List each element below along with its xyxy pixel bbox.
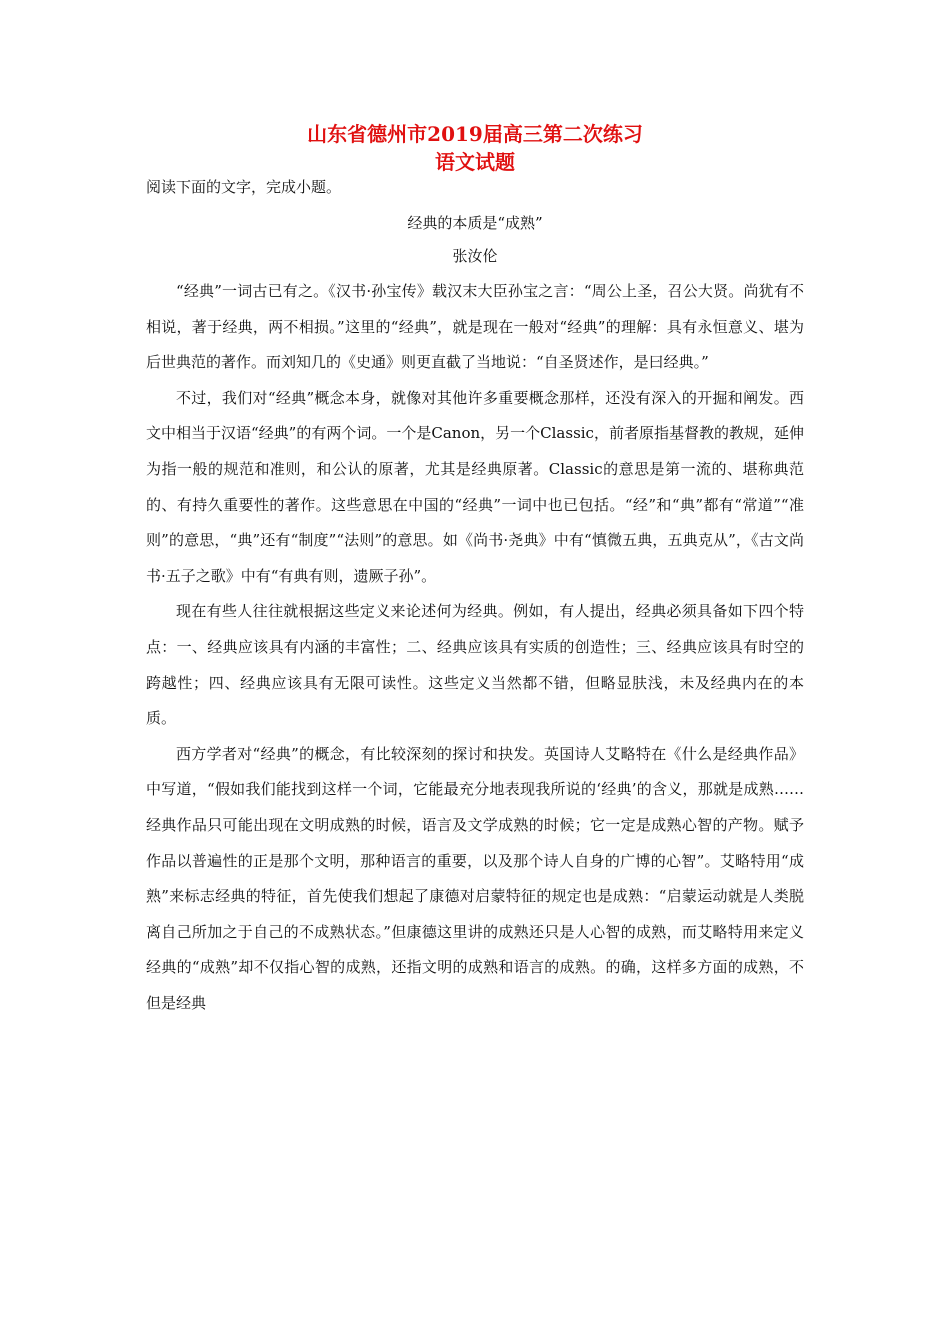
paragraph: 现在有些人往往就根据这些定义来论述何为经典。例如，有人提出，经典必须具备如下四个特点：一、经典应该具有内涵的丰富性；二、经典应该具有实质的创造性；三、经典应该具有时空的跨越性；四、经典应该具有无限可读性。这些定义当然都不错，但略显肤浅，未及经典内在的本质。 — [146, 602, 804, 728]
document-subtitle: 语文试题 — [435, 150, 515, 174]
article-body — [146, 274, 804, 1021]
article-title: 经典的本质是“成熟” — [407, 214, 543, 232]
paragraph: “经典”一词古已有之。《汉书·孙宝传》载汉末大臣孙宝之言：“周公上圣，召公大贤。尚犹有不相说，著于经典，两不相损。”这里的“经典”，就是现在一般对“经典”的理解：具有永恒意义、堪为后世典范的著作。而刘知几的《史通》则更直截了当地说：“自圣贤述作，是曰经典。” — [146, 282, 804, 372]
paragraph: 西方学者对“经典”的概念，有比较深刻的探讨和抉发。英国诗人艾略特在《什么是经典作品》中写道，“假如我们能找到这样一个词，它能最充分地表现我所说的‘经典’的含义，那就是成熟……经典作品只可能出现在文明成熟的时候，语言及文学成熟的时候；它一定是成熟心智的产物。赋予作品以普遍性的正是那个文明，那种语言的重要，以及那个诗人自身的广博的心智”。艾略特用“成熟”来标志经典的特征，首先使我们想起了康德对启蒙特征的规定也是成熟：“启蒙运动就是人类脱离自己所加之于自己的不成熟状态。”但康德这里讲的成熟还只是人心智的成熟，而艾略特用来定义经典的“成熟”却不仅指心智的成熟，还指文明的成熟和语言的成熟。的确，这样多方面的成熟，不但是经典 — [146, 744, 804, 1012]
paragraph: 不过，我们对“经典”概念本身，就像对其他许多重要概念那样，还没有深入的开掘和阐发。西文中相当于汉语“经典”的有两个词。一个是Canon，另一个Classic，前者原指基督教的教规，延伸为指一般的规范和准则，和公认的原著，尤其是经典原著。Classic的意思是第一流的、堪称典范的、有持久重要性的著作。这些意思在中国的“经典”一词中也已包括。“经”和“典”都有“常道”“准则”的意思，“典”还有“制度”“法则”的意思。如《尚书·尧典》中有“慎微五典，五典克从”，《古文尚书·五子之歌》中有“有典有则，遗厥子孙”。 — [146, 388, 804, 585]
article-author: 张汝伦 — [452, 247, 498, 265]
document-title: 山东省德州市2019届高三第二次练习 — [307, 122, 643, 146]
reading-instruction: 阅读下面的文字，完成小题。 — [146, 178, 342, 196]
